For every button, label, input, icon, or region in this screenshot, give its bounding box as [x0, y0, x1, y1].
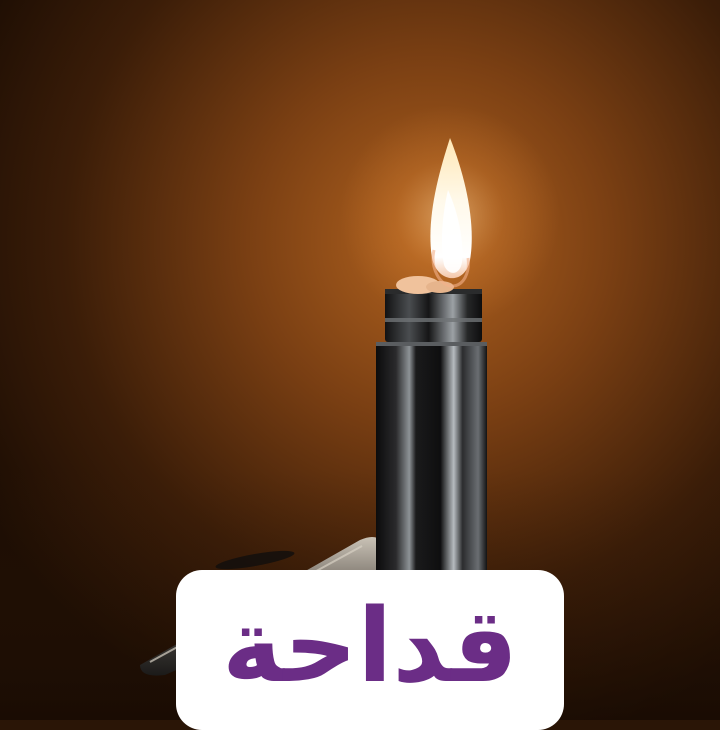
caption-text: قداحة — [221, 587, 519, 706]
lighter-cap — [385, 290, 482, 342]
lighter — [376, 276, 487, 582]
lighter-body — [376, 342, 487, 582]
